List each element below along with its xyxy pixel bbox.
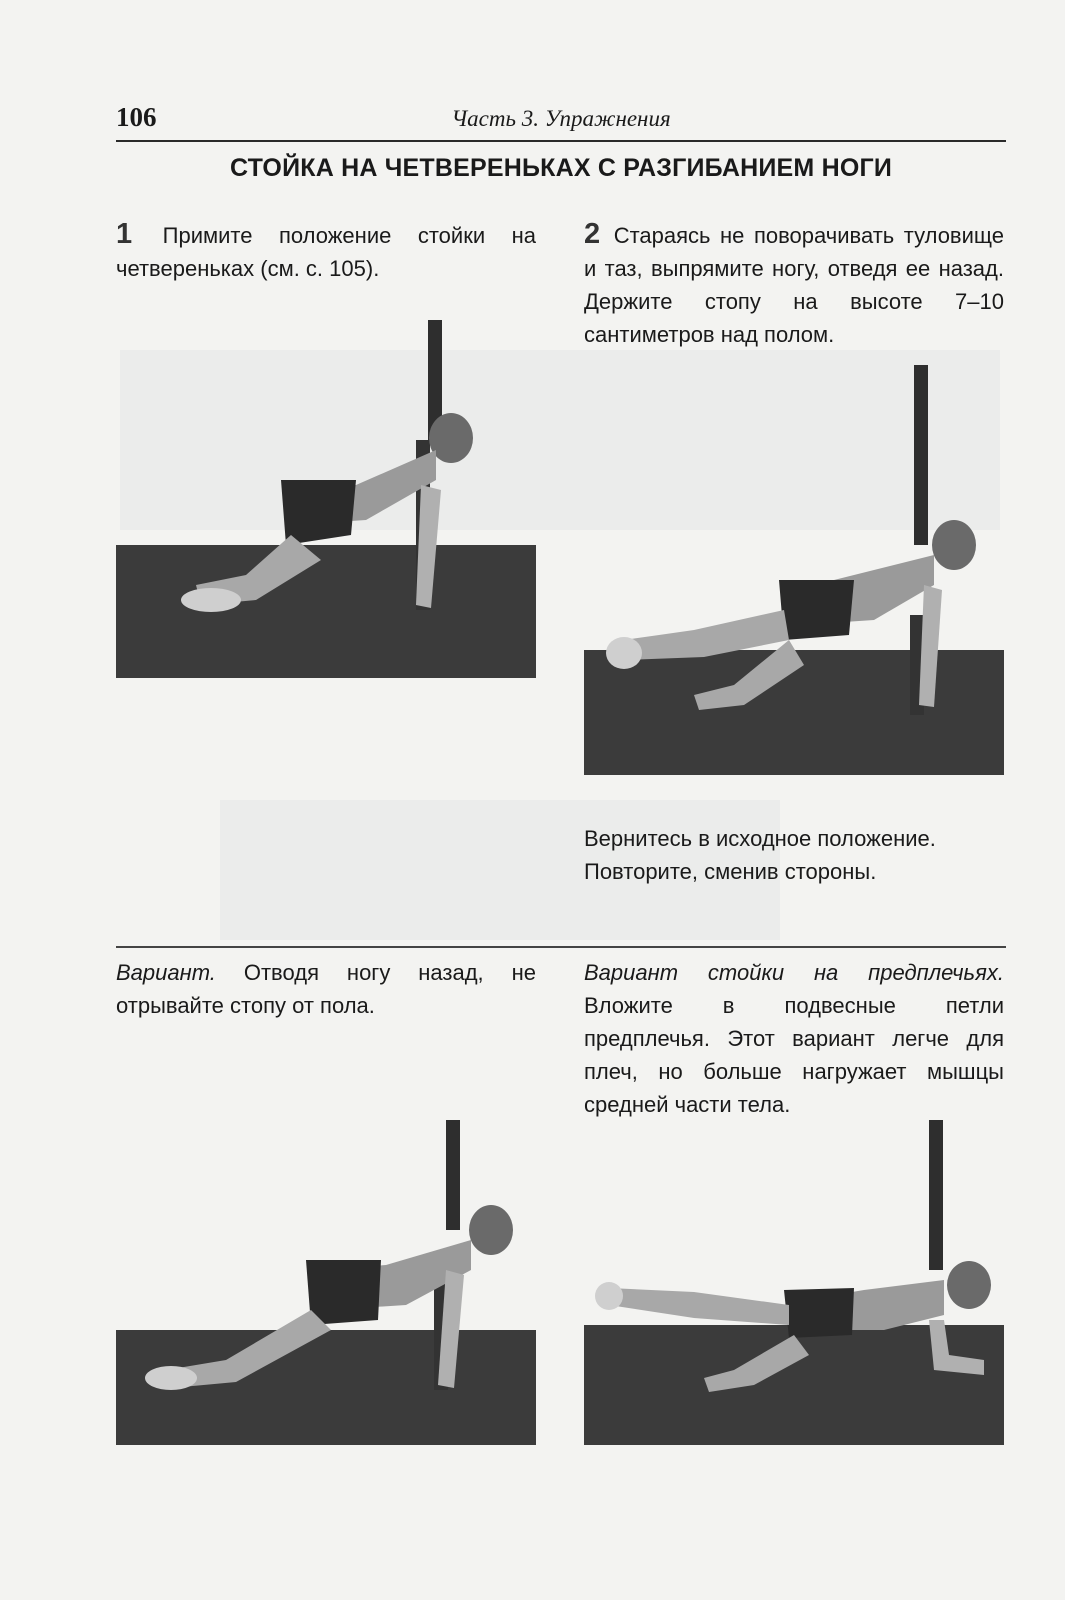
step-2-text — [584, 218, 1004, 351]
photo-step-2-leg-extension — [584, 365, 1004, 775]
step-2-number: 2 — [584, 218, 601, 250]
section-divider — [116, 946, 1006, 948]
step-1-text — [116, 218, 536, 285]
running-head: Часть 3. Упражнения — [451, 106, 671, 131]
photo-variant-foot-on-floor — [116, 1120, 536, 1445]
variant-2-text — [584, 956, 1004, 1121]
page-header — [116, 100, 1006, 142]
variant-1-label: Вариант. — [116, 960, 216, 985]
photo-variant-forearms — [584, 1120, 1004, 1445]
variant-1-text — [116, 956, 536, 1022]
step-1-number: 1 — [116, 218, 133, 250]
variant-2-label: Вариант стойки на предплечьях. — [584, 960, 1004, 985]
page-number: 106 — [116, 102, 157, 132]
photo-step-1-kneeling — [116, 320, 536, 678]
step-2-instruction: Стараясь не поворачивать туловище и таз, выпрямите ногу, отведя ее назад. Держите стопу на высоте 7–10 сантиметров над полом. — [584, 223, 1004, 347]
exercise-title: СТОЙКА НА ЧЕТВЕРЕНЬКАХ С РАЗГИБАНИЕМ НОГИ — [229, 154, 893, 182]
step-1-instruction: Примите положение стойки на четвереньках (см. с. 105). — [116, 223, 536, 281]
variant-2-description: Вложите в подвесные петли предплечья. Этот вариант легче для плеч, но больше нагружает мышцы средней части тела. — [584, 993, 1004, 1117]
variant-1-description: Отводя ногу назад, не отрывайте стопу от пола. — [116, 960, 536, 1018]
return-instruction: Вернитесь в исходное положение. Повторите, сменив стороны. — [584, 826, 936, 884]
